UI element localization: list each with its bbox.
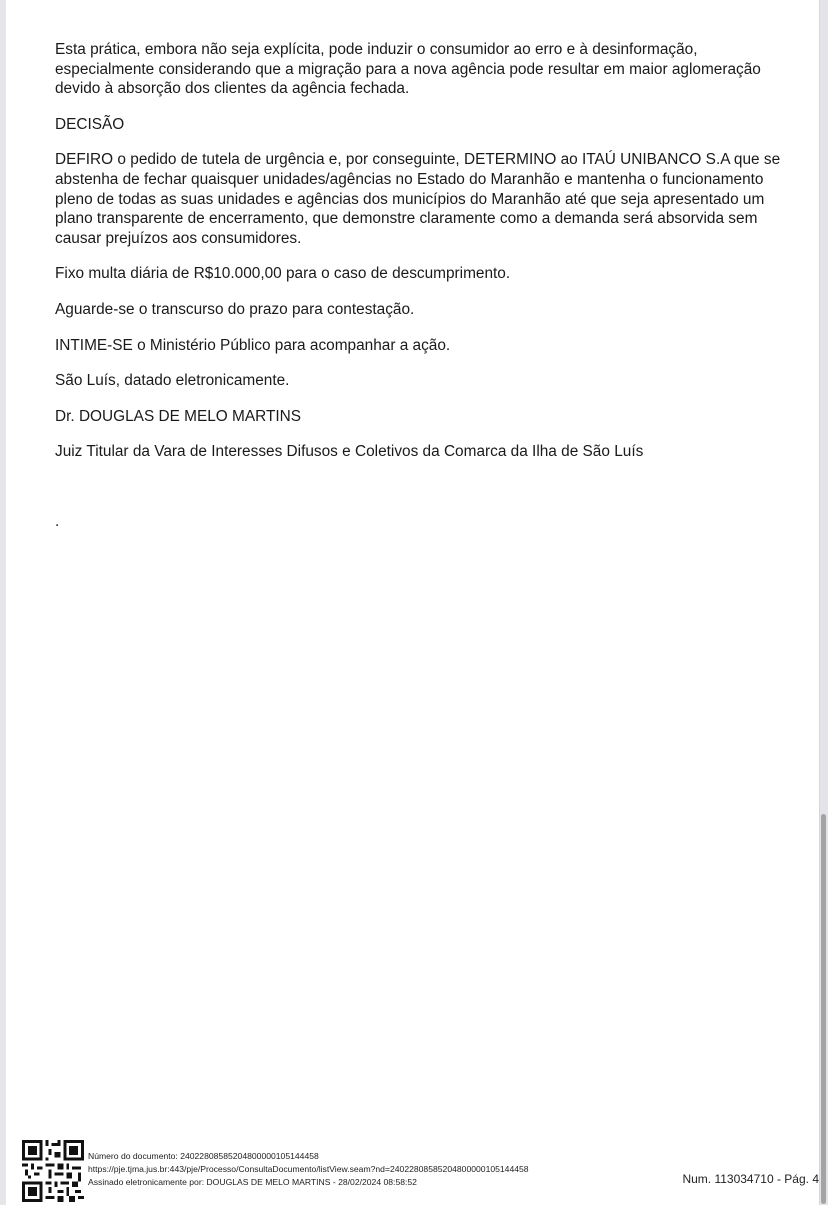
paragraph-place-date: São Luís, datado eletronicamente. [55,372,290,390]
judge-title: Juiz Titular da Vara de Interesses Difusos e Coletivos da Comarca da Ilha de São Luís [55,443,644,461]
judge-name: Dr. DOUGLAS DE MELO MARTINS [55,407,302,425]
heading-decision: DECISÃO [55,115,125,133]
viewer-left-edge [0,0,6,1205]
document-url: https://pje.tjma.jus.br:443/pje/Processo/ConsultaDocumento/listView.seam?nd=24022808585204800000105144458 [88,1164,529,1175]
document-number: Número do documento: 24022808585204800000105144458 [88,1151,319,1161]
signature-info: Assinado eletronicamente por: DOUGLAS DE MELO MARTINS - 28/02/2024 08:58:52 [88,1177,417,1188]
paragraph-ruling: DEFIRO o pedido de tutela de urgência e, por conseguinte, DETERMINO ao ITAÚ UNIBANCO S.A que se abstenha de fechar quaisquer unidades/agências no Estado do Maranhão e mantenha o funcionamento pleno de todas as suas unidades e agências dos municípios do Maranhão até que seja apresentado um plano transparente de encerramento, que demonstre claramente como a demanda será absorvida sem causar prejuízos aos consumidores. [55,151,781,247]
page-number: Num. 113034710 - Pág. 4 [682,1172,819,1186]
qr-code-icon [22,1140,84,1202]
trailing-dot: . [55,512,60,530]
paragraph-notify: INTIME-SE o Ministério Público para acompanhar a ação. [55,336,451,354]
scrollbar-thumb[interactable] [821,814,826,1204]
document-footer [22,1139,822,1203]
document-page [55,40,785,548]
paragraph-await: Aguarde-se o transcurso do prazo para contestação. [55,300,415,318]
paragraph-fine: Fixo multa diária de R$10.000,00 para o caso de descumprimento. [55,265,511,283]
paragraph-practice: Esta prática, embora não seja explícita, pode induzir o consumidor ao erro e à desinformação, especialmente considerando que a migração para a nova agência pode resultar em maior aglomeração devido à absorção dos clientes da agência fechada. [55,41,761,98]
